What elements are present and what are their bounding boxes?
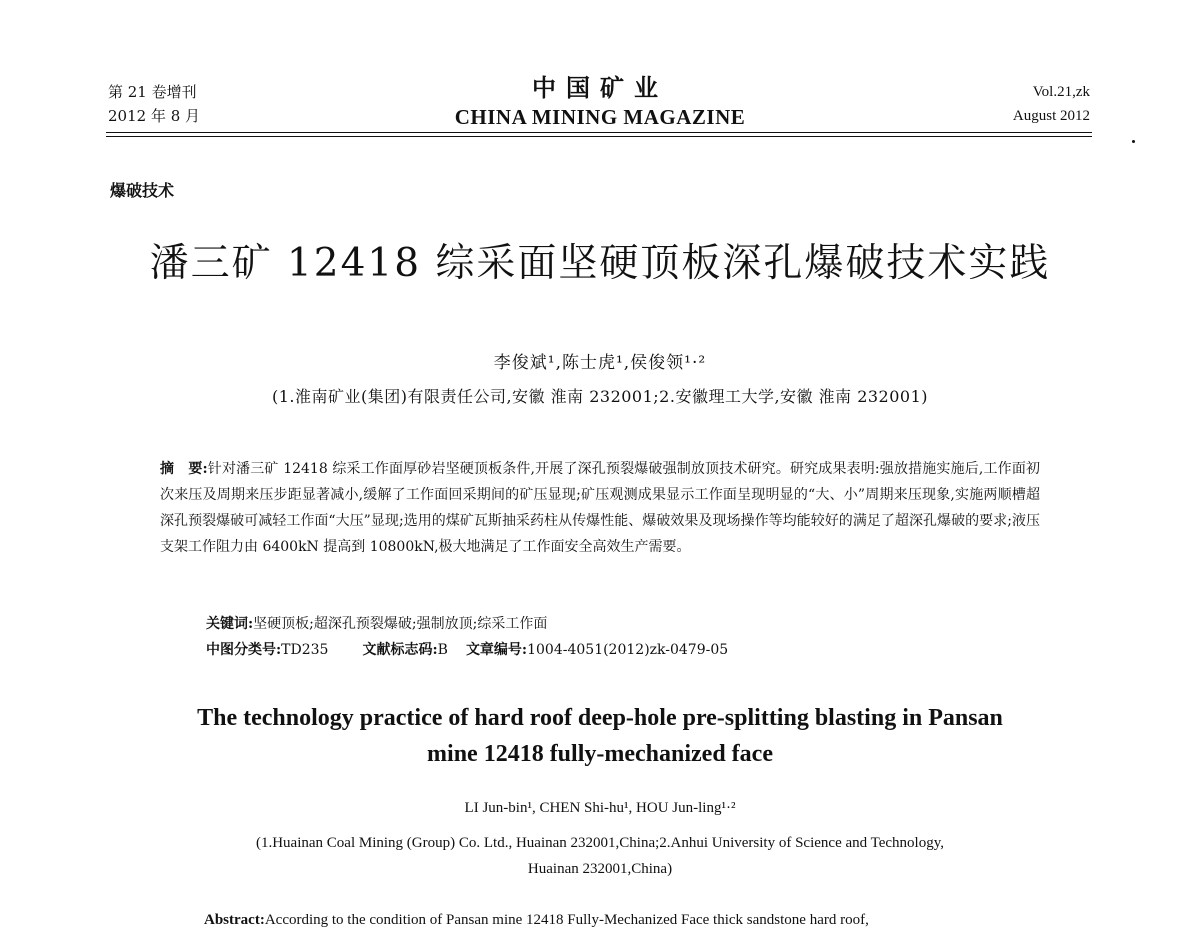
- affiliation-en: [0, 830, 1200, 882]
- title-en-line1: The technology practice of hard roof deep-hole pre-splitting blasting in Pansan: [197, 705, 1003, 731]
- doc-code-label: 文献标志码:: [362, 642, 438, 658]
- authors-en: LI Jun-bin¹, CHEN Shi-hu¹, HOU Jun-ling¹·²: [464, 800, 736, 816]
- abstract-en-label: Abstract:: [204, 912, 265, 928]
- article-no-label: 文章编号:: [465, 642, 528, 658]
- keywords-cn: [206, 612, 547, 636]
- doc-code-value: B: [437, 642, 448, 658]
- classification-line: [206, 638, 728, 662]
- abstract-cn-label: 摘 要:: [160, 461, 208, 477]
- keywords-label: 关键词:: [206, 616, 254, 632]
- header-rule-thick: [106, 132, 1092, 133]
- scan-speck: [1132, 140, 1135, 143]
- journal-name-cn: 中国矿业: [532, 73, 668, 102]
- header-volume-en: [1013, 80, 1090, 128]
- affiliation-cn: (1.淮南矿业(集团)有限责任公司,安徽 淮南 232001;2.安徽理工大学,安徽 淮南 232001): [271, 387, 929, 406]
- header-date-en: August 2012: [1012, 108, 1090, 124]
- affiliation-en-line2: Huainan 232001,China): [527, 861, 673, 877]
- article-no-value: 1004-4051(2012)zk-0479-05: [527, 642, 729, 658]
- paper-title-cn: 潘三矿 12418 综采面坚硬顶板深孔爆破技术实践: [149, 241, 1051, 286]
- affiliation-en-line1: (1.Huainan Coal Mining (Group) Co. Ltd., Huainan 232001,China;2.Anhui University of Science and Technology,: [255, 835, 944, 851]
- header-date-cn: 2012 年 8 月: [108, 107, 201, 125]
- clc-value: TD235: [281, 642, 329, 658]
- clc-label: 中图分类号:: [206, 642, 282, 658]
- keywords-text: 坚硬顶板;超深孔预裂爆破;强制放顶;综采工作面: [253, 616, 548, 632]
- header-vol: Vol.21,zk: [1032, 84, 1090, 100]
- title-en-line2: mine 12418 fully-mechanized face: [427, 741, 773, 767]
- abstract-en: [204, 912, 1104, 929]
- paper-title-en: [0, 700, 1200, 772]
- journal-name-en: CHINA MINING MAGAZINE: [454, 105, 746, 129]
- abstract-cn-text: 针对潘三矿 12418 综采工作面厚砂岩坚硬顶板条件,开展了深孔预裂爆破强制放顶技术研究。研究成果表明:强放措施实施后,工作面初次来压及周期来压步距显著减小,缓解了工作面回采期间的矿压显现;矿压观测成果显示工作面呈现明显的“大、小”周期来压现象,实施两顺槽超深孔预裂爆破可减轻工作面“大压”显现;选用的煤矿瓦斯抽采药柱从传爆性能、爆破效果及现场操作等均能较好的满足了超深孔爆破的要求;液压支架工作阻力由 6400kN 提高到 10800kN,极大地满足了工作面安全高效生产需要。: [160, 461, 1040, 555]
- abstract-cn: [160, 456, 1040, 560]
- header-rule-thin: [106, 136, 1092, 137]
- section-tag: 爆破技术: [110, 181, 175, 200]
- header-volume: 第 21 卷增刊: [108, 83, 197, 101]
- abstract-en-text: According to the condition of Pansan mine 12418 Fully-Mechanized Face thick sandstone hard roof,: [264, 912, 869, 928]
- authors-cn: 李俊斌¹,陈士虎¹,侯俊领¹·²: [493, 353, 707, 373]
